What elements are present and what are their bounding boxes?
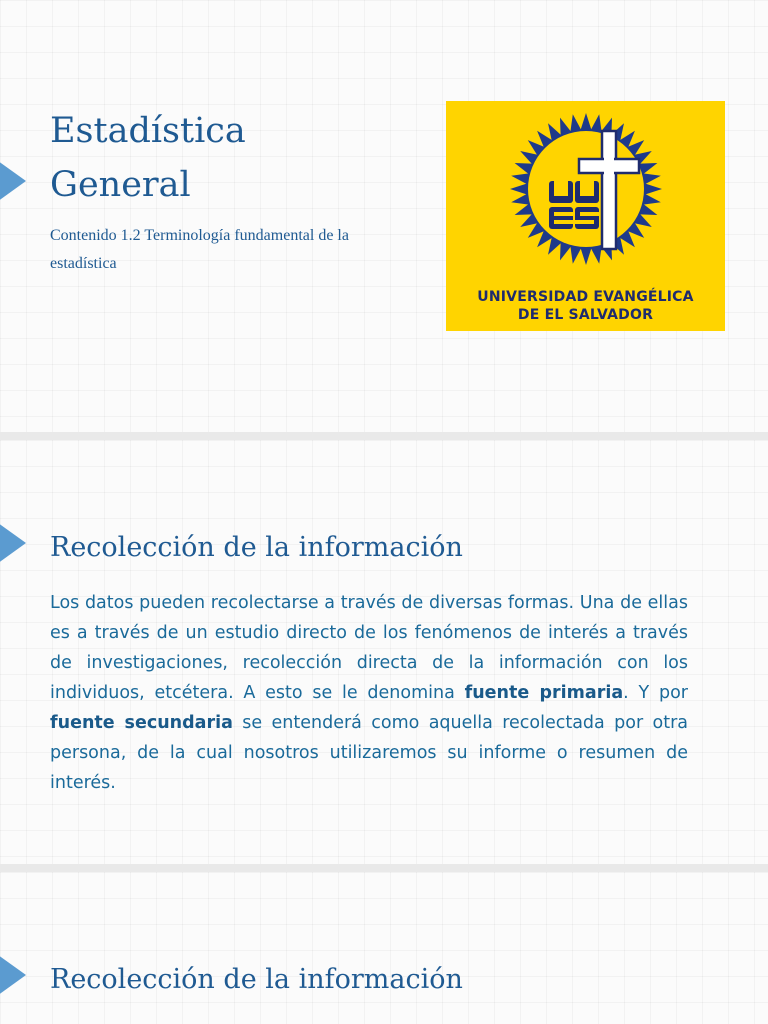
sun-cross-emblem-icon <box>446 101 725 291</box>
logo-text-line-1: UNIVERSIDAD EVANGÉLICA <box>477 289 694 305</box>
chevron-right-icon <box>0 520 26 566</box>
paragraph-text-2: . Y por <box>623 683 688 703</box>
paragraph-text-3: se entenderá como aquella recolectada por otra persona, de la cual nosotros utilizaremos su informe o resumen de interés. <box>50 713 688 793</box>
presentation-title <box>50 104 380 212</box>
slide-data-collection <box>0 440 768 864</box>
term-primary-source: fuente primaria <box>464 683 624 703</box>
slide-title <box>0 0 768 432</box>
chevron-right-icon <box>0 158 26 204</box>
term-secondary-source: fuente secundaria <box>50 713 233 733</box>
slide-heading: Recolección de la información <box>50 964 463 995</box>
logo-text-line-2: DE EL SALVADOR <box>517 307 654 323</box>
slide-paragraph <box>50 588 688 798</box>
slide-heading: Recolección de la información <box>50 532 463 563</box>
slide-data-collection-continued <box>0 872 768 1024</box>
title-line-2: General <box>50 165 191 205</box>
presentation-subtitle: Contenido 1.2 Terminología fundamental de la estadística <box>50 227 349 272</box>
chevron-right-icon <box>0 952 26 998</box>
paragraph-text-1: Los datos pueden recolectarse a través de diversas formas. Una de ellas es a través de un estudio directo de los fenómenos de interés a través de investigaciones, recolección directa de la información con los individuos, etcétera. A esto se le denomina <box>50 593 688 703</box>
title-line-1: Estadística <box>50 111 246 151</box>
university-logo <box>446 101 725 331</box>
